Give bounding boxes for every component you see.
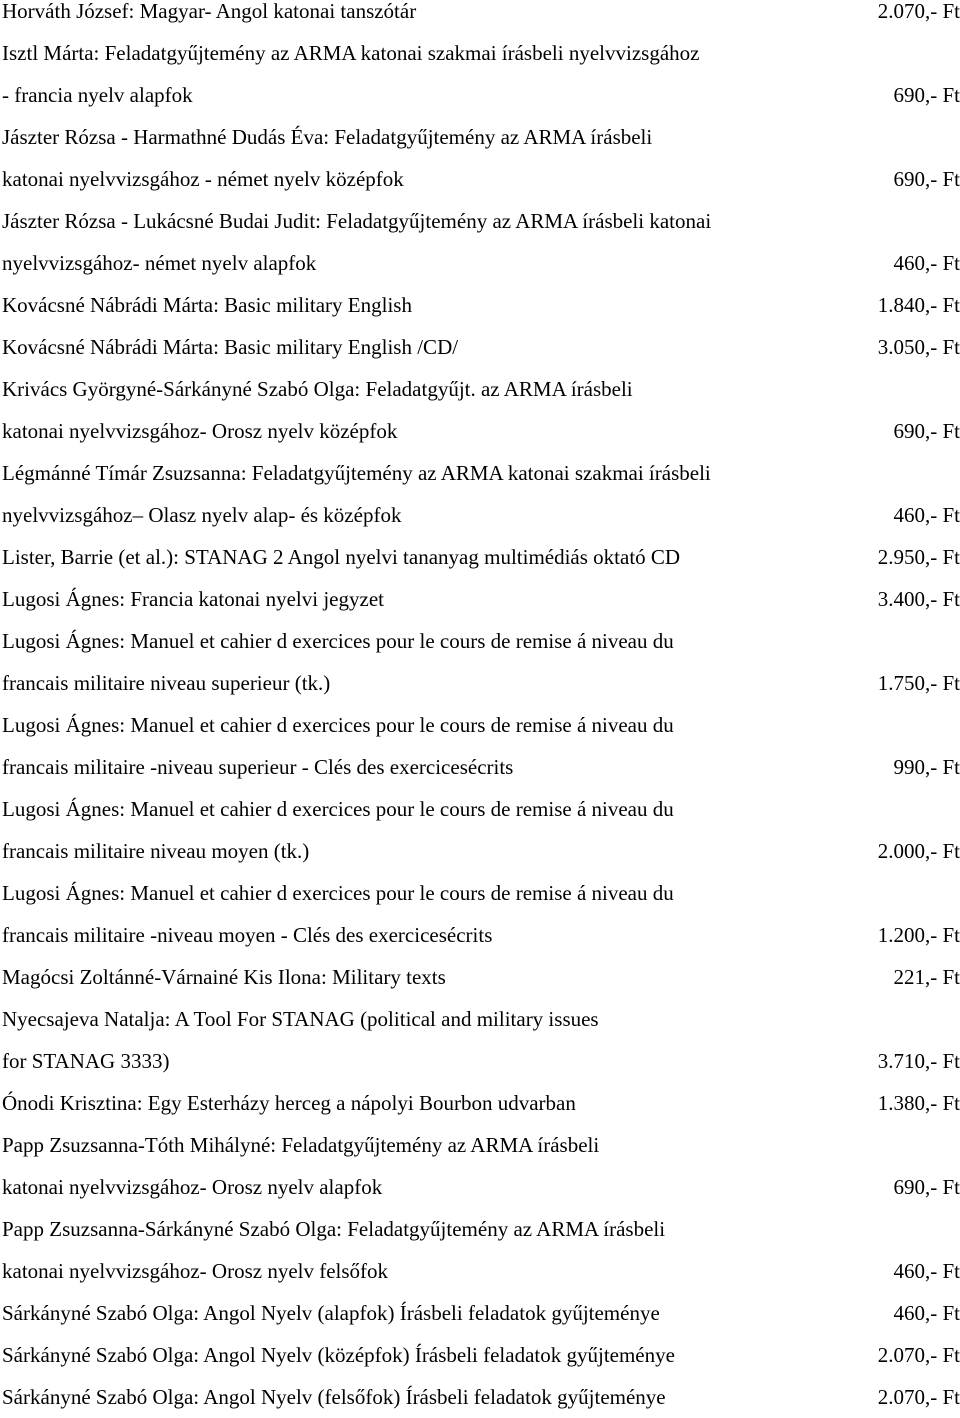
entry-text: francais militaire -niveau superieur - Clés des exercicesécrits	[2, 755, 514, 779]
entry-text: - francia nyelv alapfok	[2, 83, 193, 107]
entry-text: francais militaire niveau moyen (tk.)	[2, 839, 310, 863]
entry-line	[0, 1376, 960, 1418]
entry-price: 690,- Ft	[893, 83, 960, 107]
entry-line	[0, 914, 960, 956]
entry-price: 690,- Ft	[893, 167, 960, 191]
entry-text: Ónodi Krisztina: Egy Esterházy herceg a nápolyi Bourbon udvarban	[2, 1091, 576, 1115]
entry-line	[0, 410, 960, 452]
entry-price: 460,- Ft	[893, 503, 960, 527]
entry-line	[0, 1292, 960, 1334]
entry-line	[0, 662, 960, 704]
entry-price: 2.000,- Ft	[877, 839, 960, 863]
entry-text: Lugosi Ágnes: Manuel et cahier d exercices pour le cours de remise á niveau du	[2, 713, 674, 737]
entry-text: Lugosi Ágnes: Manuel et cahier d exercices pour le cours de remise á niveau du	[2, 797, 674, 821]
entry-text: Lugosi Ágnes: Francia katonai nyelvi jegyzet	[2, 587, 384, 611]
entry-line	[0, 998, 960, 1040]
entry-line	[0, 74, 960, 116]
entry-text: Krivács Györgyné-Sárkányné Szabó Olga: Feladatgyűjt. az ARMA írásbeli	[2, 377, 633, 401]
entry-text: francais militaire -niveau moyen - Clés des exercicesécrits	[2, 923, 493, 947]
entry-price: 460,- Ft	[893, 1301, 960, 1325]
entry-text: katonai nyelvvizsgához - német nyelv középfok	[2, 167, 404, 191]
entry-price: 2.070,- Ft	[877, 1385, 960, 1409]
entry-price: 2.070,- Ft	[877, 1343, 960, 1367]
entry-text: katonai nyelvvizsgához- Orosz nyelv felsőfok	[2, 1259, 389, 1283]
entry-text: Kovácsné Nábrádi Márta: Basic military English	[2, 293, 412, 317]
entry-line	[0, 284, 960, 326]
entry-text: Lister, Barrie (et al.): STANAG 2 Angol nyelvi tananyag multimédiás oktató CD	[2, 545, 681, 569]
entry-line	[0, 956, 960, 998]
entry-line	[0, 242, 960, 284]
entry-price: 1.380,- Ft	[877, 1091, 960, 1115]
entry-text: Sárkányné Szabó Olga: Angol Nyelv (felsőfok) Írásbeli feladatok gyűjteménye	[2, 1385, 666, 1409]
entry-line	[0, 326, 960, 368]
entry-price: 221,- Ft	[893, 965, 960, 989]
entry-text: nyelvvizsgához- német nyelv alapfok	[2, 251, 317, 275]
entry-line	[0, 830, 960, 872]
entry-text: for STANAG 3333)	[2, 1049, 170, 1073]
entry-line	[0, 872, 960, 914]
entry-line	[0, 1040, 960, 1082]
entry-line	[0, 1124, 960, 1166]
entry-text: Nyecsajeva Natalja: A Tool For STANAG (political and military issues	[2, 1007, 599, 1031]
entry-text: nyelvvizsgához– Olasz nyelv alap- és középfok	[2, 503, 402, 527]
entry-price: 2.070,- Ft	[877, 0, 960, 23]
entry-line	[0, 1208, 960, 1250]
entry-line	[0, 788, 960, 830]
entry-price: 690,- Ft	[893, 1175, 960, 1199]
entry-price: 460,- Ft	[893, 251, 960, 275]
entry-line	[0, 578, 960, 620]
entry-text: katonai nyelvvizsgához- Orosz nyelv középfok	[2, 419, 398, 443]
entry-price: 460,- Ft	[893, 1259, 960, 1283]
entry-text: Sárkányné Szabó Olga: Angol Nyelv (középfok) Írásbeli feladatok gyűjteménye	[2, 1343, 675, 1367]
entry-line	[0, 620, 960, 662]
entry-text: katonai nyelvvizsgához- Orosz nyelv alapfok	[2, 1175, 383, 1199]
entry-price: 2.950,- Ft	[877, 545, 960, 569]
entry-price: 690,- Ft	[893, 419, 960, 443]
entry-text: Papp Zsuzsanna-Tóth Mihályné: Feladatgyűjtemény az ARMA írásbeli	[2, 1133, 600, 1157]
entry-line	[0, 200, 960, 242]
entry-text: Sárkányné Szabó Olga: Angol Nyelv (alapfok) Írásbeli feladatok gyűjteménye	[2, 1301, 660, 1325]
entry-text: Magócsi Zoltánné-Várnainé Kis Ilona: Military texts	[2, 965, 446, 989]
entry-text: Horváth József: Magyar- Angol katonai tanszótár	[2, 0, 417, 23]
entry-line	[0, 746, 960, 788]
entry-price: 3.400,- Ft	[877, 587, 960, 611]
entry-line	[0, 1250, 960, 1292]
entry-line	[0, 1082, 960, 1124]
entry-price: 990,- Ft	[893, 755, 960, 779]
entry-text: Lugosi Ágnes: Manuel et cahier d exercices pour le cours de remise á niveau du	[2, 881, 674, 905]
entry-price: 1.200,- Ft	[877, 923, 960, 947]
entry-text: francais militaire niveau superieur (tk.)	[2, 671, 331, 695]
entry-line	[0, 158, 960, 200]
entry-text: Lugosi Ágnes: Manuel et cahier d exercices pour le cours de remise á niveau du	[2, 629, 674, 653]
entry-text: Jászter Rózsa - Harmathné Dudás Éva: Feladatgyűjtemény az ARMA írásbeli	[2, 125, 653, 149]
entry-price: 1.840,- Ft	[877, 293, 960, 317]
entry-line	[0, 32, 960, 74]
entry-price: 3.710,- Ft	[877, 1049, 960, 1073]
entry-text: Légmánné Tímár Zsuzsanna: Feladatgyűjtemény az ARMA katonai szakmai írásbeli	[2, 461, 711, 485]
entry-price: 1.750,- Ft	[877, 671, 960, 695]
entry-text: Kovácsné Nábrádi Márta: Basic military English /CD/	[2, 335, 459, 359]
entry-line	[0, 368, 960, 410]
entry-text: Jászter Rózsa - Lukácsné Budai Judit: Feladatgyűjtemény az ARMA írásbeli katonai	[2, 209, 712, 233]
entry-line	[0, 704, 960, 746]
entry-line	[0, 1334, 960, 1376]
entry-line	[0, 494, 960, 536]
entry-price: 3.050,- Ft	[877, 335, 960, 359]
entry-line	[0, 0, 960, 32]
entry-line	[0, 1166, 960, 1208]
entry-line	[0, 116, 960, 158]
entry-text: Papp Zsuzsanna-Sárkányné Szabó Olga: Feladatgyűjtemény az ARMA írásbeli	[2, 1217, 666, 1241]
entry-line	[0, 452, 960, 494]
entry-text: Isztl Márta: Feladatgyűjtemény az ARMA katonai szakmai írásbeli nyelvvizsgához	[2, 41, 700, 65]
entry-line	[0, 536, 960, 578]
